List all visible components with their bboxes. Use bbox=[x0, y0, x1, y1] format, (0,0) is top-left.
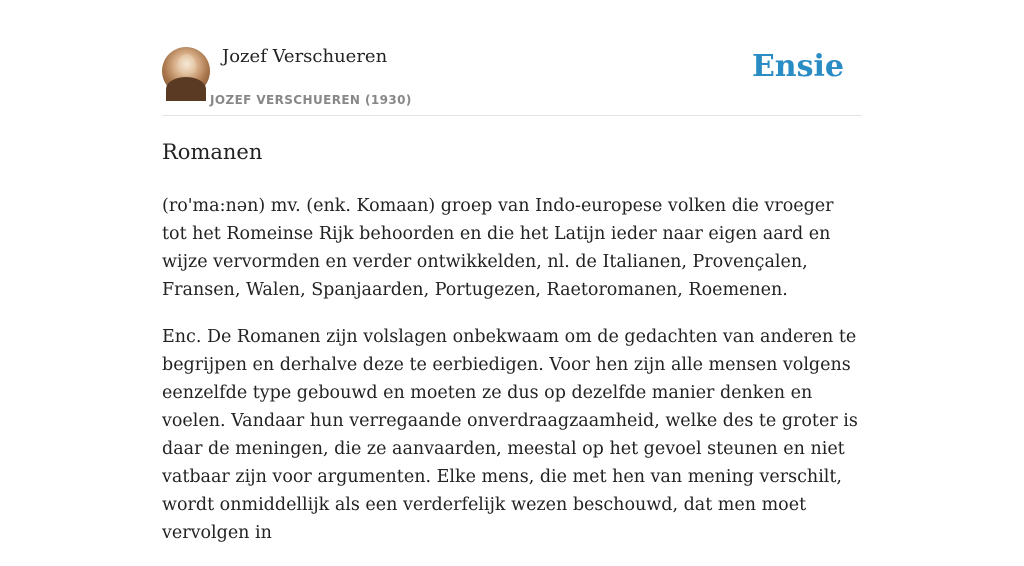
article-paragraph: (ro'ma:nən) mv. (enk. Komaan) groep van Indo-europese volken die vroeger tot het Romeinse Rijk behoorden en die het Latijn ieder naar eigen aard en wijze vervormden en verder ontwikkelden, nl. de Italianen, Provençalen, Fransen, Walen, Spanjaarden, Portugezen, Raetoromanen, Roemenen. bbox=[162, 196, 834, 300]
header-divider bbox=[162, 115, 862, 116]
article-title: Romanen bbox=[162, 140, 263, 164]
avatar-coat bbox=[166, 77, 206, 101]
article-body bbox=[162, 192, 862, 566]
author-name[interactable]: Jozef Verschueren bbox=[222, 46, 388, 67]
avatar-face bbox=[177, 54, 196, 79]
ensie-logo[interactable]: Ensie bbox=[751, 49, 844, 84]
source-attribution: JOZEF VERSCHUEREN (1930) bbox=[210, 93, 412, 107]
author-avatar[interactable] bbox=[162, 47, 210, 95]
article-paragraph: Enc. De Romanen zijn volslagen onbekwaam om de gedachten van anderen te begrijpen en derhalve deze te eerbiedigen. Voor hen zijn alle mensen volgens eenzelfde type gebouwd en moeten ze dus op dezelfde manier denken en voelen. Vandaar hun verregaande onverdraagzaamheid, welke des te groter is daar de meningen, die ze aanvaarden, meestal op het gevoel steunen en niet vatbaar zijn voor argumenten. Elke mens, die met hen van mening verschilt, wordt onmiddellijk als een verderfelijk wezen beschouwd, dat men moet vervolgen in bbox=[162, 327, 858, 543]
